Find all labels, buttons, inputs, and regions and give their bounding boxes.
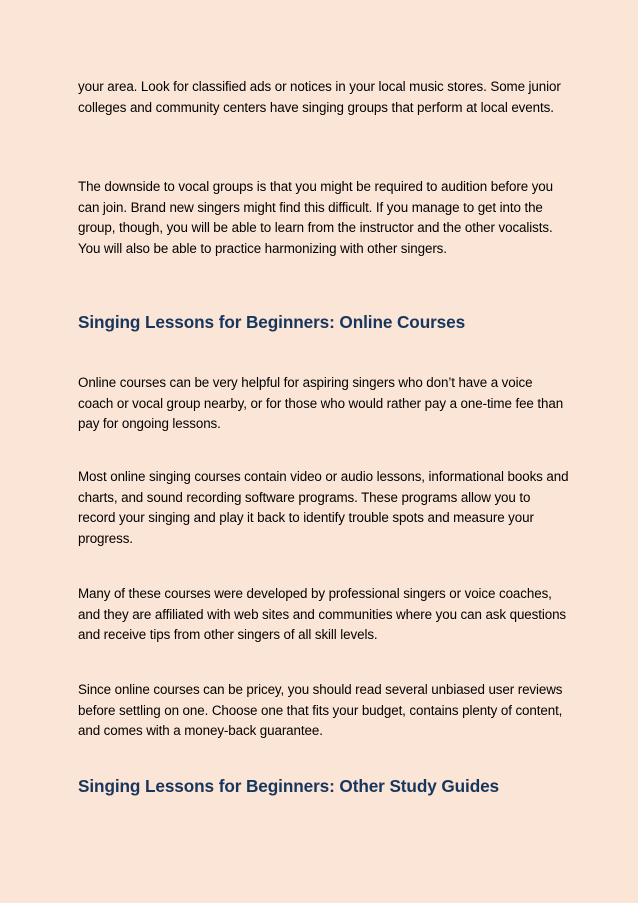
heading-online-courses: Singing Lessons for Beginners: Online Courses	[78, 312, 466, 332]
paragraph-online-courses-intro: Online courses can be very helpful for aspiring singers who don’t have a voice coach or vocal group nearby, or for those who would rather pay a one-time fee than pay for ongoing lessons.	[78, 375, 564, 432]
paragraph-course-contents: Most online singing courses contain video or audio lessons, informational books and charts, and sound recording software programs. These programs allow you to record your singing and play it back to identify trouble spots and measure your progress.	[78, 469, 569, 546]
paragraph-course-pricing: Since online courses can be pricey, you should read several unbiased user reviews before settling on one. Choose one that fits your budget, contains plenty of content, and comes with a money-back guarantee.	[78, 682, 563, 739]
paragraph-course-developers: Many of these courses were developed by professional singers or voice coaches, and they are affiliated with web sites and communities where you can ask questions and receive tips from other singers of all skill levels.	[78, 586, 567, 643]
heading-other-study-guides: Singing Lessons for Beginners: Other Study Guides	[78, 776, 500, 796]
paragraph-vocal-groups-downside: The downside to vocal groups is that you might be required to audition before you can join. Brand new singers might find this difficult. If you manage to get into the group, though, you will be able to learn from the instructor and the other vocalists. You will also be able to practice harmonizing with other singers.	[78, 179, 554, 256]
paragraph-local-groups: your area. Look for classified ads or notices in your local music stores. Some junior colleges and community centers have singing groups that perform at local events.	[78, 79, 561, 115]
